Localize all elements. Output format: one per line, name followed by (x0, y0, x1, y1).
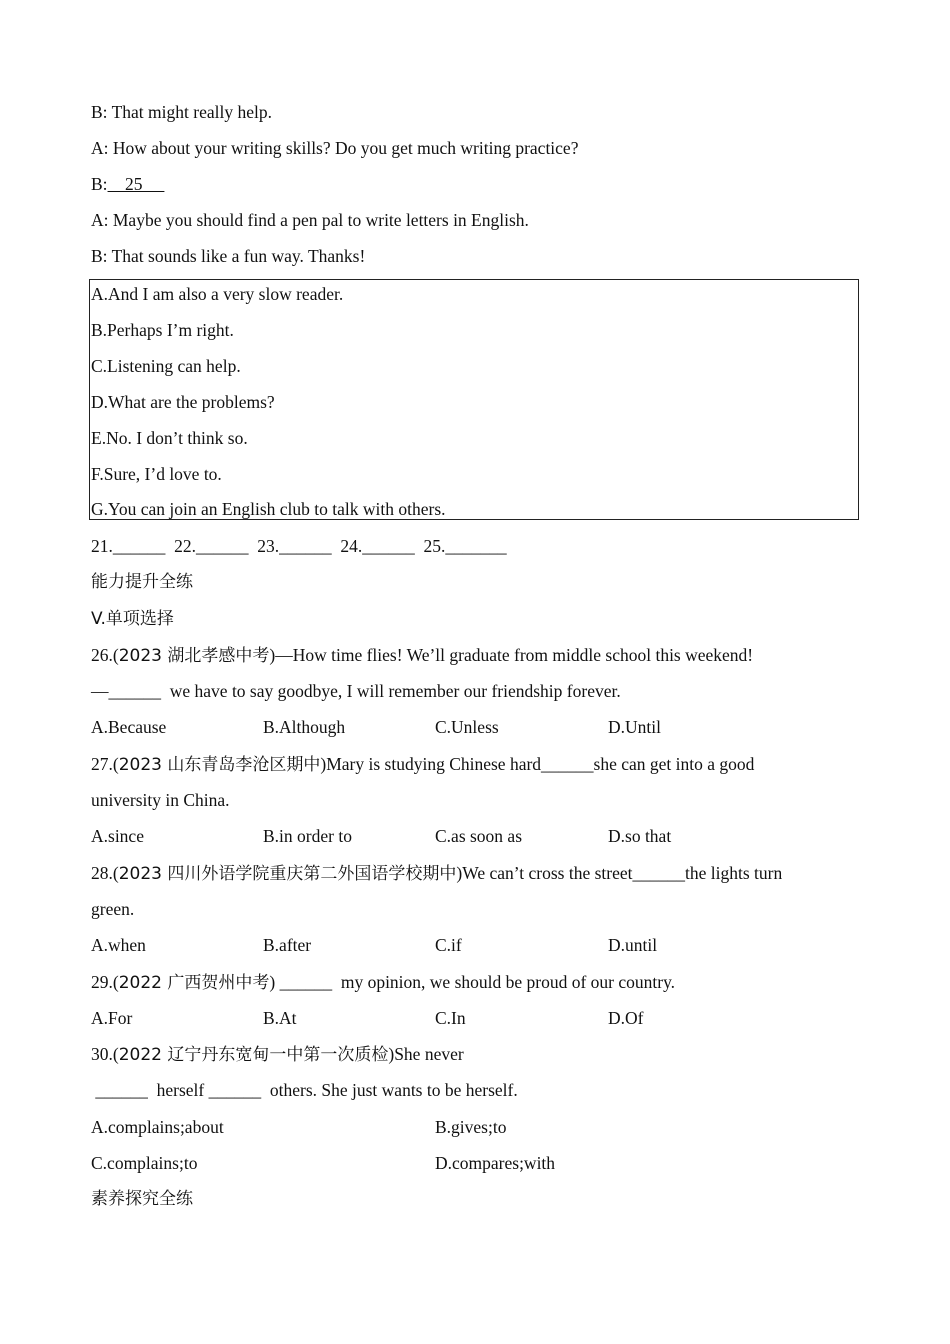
dialog-line-4: B: That sounds like a fun way. Thanks! (91, 246, 366, 266)
question-number: 28.( (91, 863, 119, 883)
question-28-line-2: green. (91, 899, 135, 919)
question-30-option-c: C.complains;to (91, 1153, 198, 1173)
options-box (89, 279, 859, 520)
question-text: )We can’t cross the street______the lights turn (456, 863, 783, 883)
dialog-line-3: A: Maybe you should find a pen pal to write letters in English. (91, 210, 529, 230)
dialog-blank-line (91, 173, 164, 195)
question-26-option-a: A.Because (91, 717, 167, 737)
question-26-stem (91, 644, 753, 667)
question-source: 2023 湖北孝感中考 (118, 646, 270, 666)
question-source: 2022 辽宁丹东宽甸一中第一次质检 (118, 1045, 389, 1065)
question-source: 2023 四川外语学院重庆第二外国语学校期中 (118, 864, 457, 884)
question-26-option-b: B.Although (263, 717, 346, 737)
question-30-option-b: B.gives;to (435, 1117, 507, 1137)
question-29-stem (91, 971, 675, 994)
question-29-option-d: D.Of (608, 1008, 644, 1028)
option-c: C.Listening can help. (91, 356, 241, 376)
answer-blanks-line: 21.______ 22.______ 23.______ 24.______ 25._______ (91, 536, 507, 556)
question-number: 29.( (91, 972, 119, 992)
section-title-2: 素养探究全练 (91, 1189, 193, 1209)
question-28-option-a: A.when (91, 935, 146, 955)
dialog-line-2: A: How about your writing skills? Do you get much writing practice? (91, 138, 579, 158)
option-g: G.You can join an English club to talk with others. (91, 499, 446, 519)
option-d: D.What are the problems? (91, 392, 275, 412)
question-text: )Mary is studying Chinese hard______she can get into a good (320, 754, 755, 774)
question-number: 30.( (91, 1044, 119, 1064)
dialog-blank-25: 25 (107, 174, 165, 194)
question-text: )—How time flies! We’ll graduate from middle school this weekend! (269, 645, 754, 665)
question-27-option-b: B.in order to (263, 826, 352, 846)
option-e: E.No. I don’t think so. (91, 428, 248, 448)
question-text: )She never (388, 1044, 464, 1064)
question-29-option-a: A.For (91, 1008, 133, 1028)
question-29-option-c: C.In (435, 1008, 466, 1028)
question-number: 27.( (91, 754, 119, 774)
question-text: ) ______ my opinion, we should be proud of our country. (269, 972, 676, 992)
part-title-text: V.单项选择 (91, 609, 174, 629)
question-27-option-a: A.since (91, 826, 144, 846)
question-27-stem (91, 753, 754, 776)
question-30-stem (91, 1043, 464, 1066)
question-26-line-2: —______ we have to say goodbye, I will remember our friendship forever. (91, 681, 621, 701)
section-title: 能力提升全练 (91, 572, 193, 592)
question-26-option-c: C.Unless (435, 717, 499, 737)
question-number: 26.( (91, 645, 119, 665)
question-26-option-d: D.Until (608, 717, 661, 737)
question-27-line-2: university in China. (91, 790, 230, 810)
option-a: A.And I am also a very slow reader. (91, 284, 344, 304)
question-source: 2023 山东青岛李沧区期中 (118, 755, 321, 775)
question-28-option-b: B.after (263, 935, 312, 955)
question-29-option-b: B.At (263, 1008, 297, 1028)
question-28-option-d: D.until (608, 935, 658, 955)
question-source: 2022 广西贺州中考 (118, 973, 270, 993)
question-30-option-a: A.complains;about (91, 1117, 224, 1137)
question-27-option-d: D.so that (608, 826, 672, 846)
question-30-option-d: D.compares;with (435, 1153, 556, 1173)
option-b: B.Perhaps I’m right. (91, 320, 234, 340)
part-title (91, 607, 174, 630)
question-30-line-2: ______ herself ______ others. She just wants to be herself. (91, 1080, 518, 1100)
question-28-stem (91, 862, 782, 885)
question-27-option-c: C.as soon as (435, 826, 523, 846)
dialog-blank-prefix: B: (91, 174, 108, 194)
option-f: F.Sure, I’d love to. (91, 464, 222, 484)
question-28-option-c: C.if (435, 935, 462, 955)
dialog-line-1: B: That might really help. (91, 102, 272, 122)
